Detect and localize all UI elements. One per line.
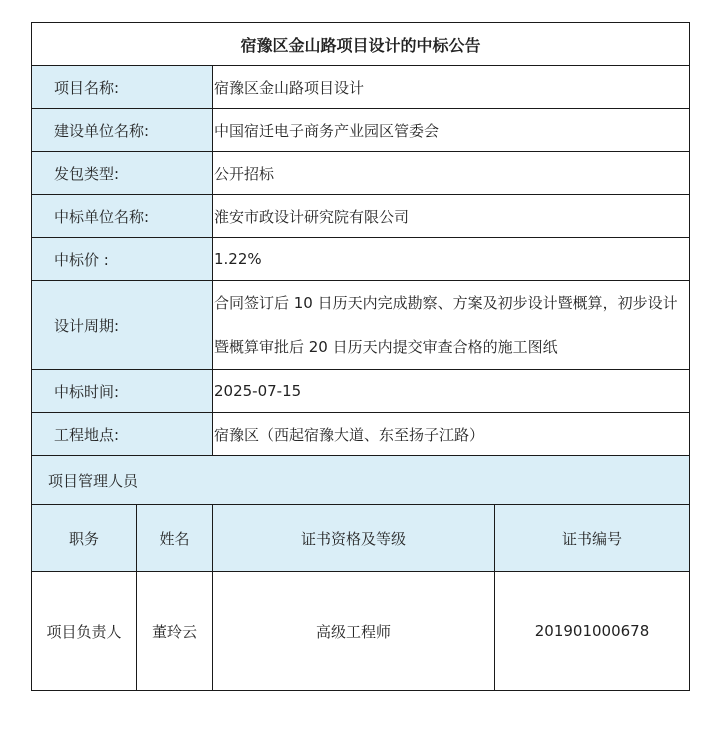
info-row-award-date [32,370,690,413]
info-value: 公开招标 [213,152,690,195]
info-label: 工程地点: [32,413,213,456]
info-row-bid-price [32,238,690,281]
header-cert-no: 证书编号 [495,505,690,572]
info-row-design-period [32,281,690,370]
info-value: 中国宿迁电子商务产业园区管委会 [213,109,690,152]
header-name: 姓名 [137,505,213,572]
info-value: 淮安市政设计研究院有限公司 [213,195,690,238]
info-row-contract-type [32,152,690,195]
table-row [32,572,690,691]
info-label: 中标时间: [32,370,213,413]
info-label: 设计周期: [32,281,213,370]
info-value: 1.22% [213,238,690,281]
info-label: 建设单位名称: [32,109,213,152]
info-row-project-name [32,66,690,109]
personnel-section-title: 项目管理人员 [32,456,690,505]
cell-name: 董玲云 [137,572,213,691]
cell-qualification: 高级工程师 [213,572,495,691]
info-label: 项目名称: [32,66,213,109]
info-label: 中标单位名称: [32,195,213,238]
info-label: 中标价 : [32,238,213,281]
info-value: 宿豫区（西起宿豫大道、东至扬子江路） [213,413,690,456]
info-value: 合同签订后 10 日历天内完成勘察、方案及初步设计暨概算，初步设计暨概算审批后 20 日历天内提交审查合格的施工图纸 [213,281,690,370]
info-value: 2025-07-15 [213,370,690,413]
header-qualification: 证书资格及等级 [213,505,495,572]
header-role: 职务 [32,505,137,572]
info-row-location [32,413,690,456]
info-row-winning-bidder [32,195,690,238]
cell-cert-no: 201901000678 [495,572,690,691]
info-label: 发包类型: [32,152,213,195]
info-value: 宿豫区金山路项目设计 [213,66,690,109]
info-row-owner [32,109,690,152]
notice-title: 宿豫区金山路项目设计的中标公告 [32,23,690,66]
award-notice-table [31,22,690,691]
personnel-header-row [32,505,690,572]
cell-role: 项目负责人 [32,572,137,691]
